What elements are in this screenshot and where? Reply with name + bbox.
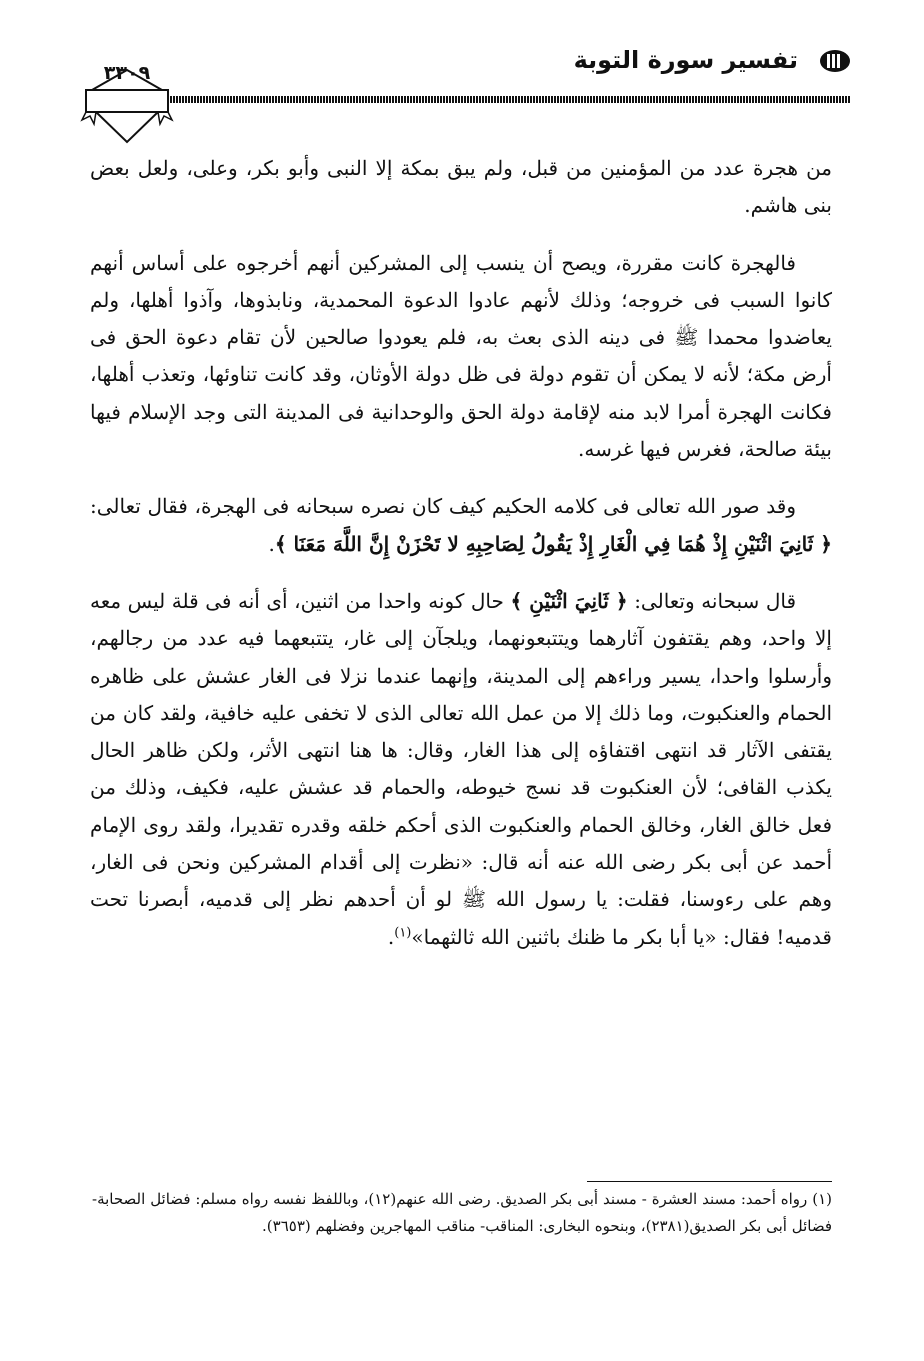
page-header: [80, 40, 850, 150]
paragraph-4-text: حال كونه واحدا من اثنين، أى أنه فى قلة ليس معه إلا واحد، وهم يقتفون آثارهما ويتتبعونهما، ويلجآن إلى غار، يتتبعهما فيه عدد من رجالهم، وأرسلوا واحدا، يسير وراءهم إلى المدينة، وإنهما عندما نزلا فى الغار عشش على ظاهره الحمام والعنكبوت، وما ذلك إلا من عمل الله تعالى الذى لا تخفى عليه خافية، ولقد كان من يقتفى الآثار قد انتهى اقتفاؤه إلى هذا الغار، وقال: ها هنا انتهى الأثر، ولكن ظاهر الحال يكذب القافى؛ لأن العنكبوت قد نسج خيوطه، والحمام قد عشش عليه، فكيف، وذلك من فعل خالق الغار، وخالق الحمام والعنكبوت الذى أحكم خلقه وقدره تقديرا، ولقد روى الإمام أحمد عن أبى بكر رضى الله عنه أنه قال: «نظرت إلى أقدام المشركين ونحن فى الغار، وهم على رءوسنا، فقلت: يا رسول الله ﷺ لو أن أحدهم نظر إلى قدميه، أبصرنا تحت قدميه! فقال: «يا أبا بكر ما ظنك باثنين الله ثالثهما»: [90, 588, 833, 949]
main-text: [90, 150, 832, 976]
paragraph-4: [90, 583, 832, 956]
page-number: ٣٣٠٩: [103, 62, 151, 84]
ornament-icon: [820, 50, 850, 72]
footnote-1: (١) رواه أحمد: مسند العشرة - مسند أبى بكر الصديق. رضى الله عنهم(١٢)، وباللفظ نفسه رواه مسلم: فضائل الصحابة- فضائل أبى بكر الصديق(٢٣٨١)، وبنحوه البخارى: المناقب- مناقب المهاجرين وفضلهم (٣٦٥٣).: [92, 1190, 832, 1235]
quran-verse: ﴿ ثَانِيَ اثْنَيْنِ إِذْ هُمَا فِي الْغَارِ إِذْ يَقُولُ لِصَاحِبِهِ لا تَحْزَنْ إِنَّ اللَّهَ مَعَنَا ﴾: [274, 531, 832, 556]
paragraph-3: [90, 488, 832, 563]
running-title: تفسير سورة التوبة: [573, 46, 798, 74]
paragraph-4-intro: قال سبحانه وتعالى:: [634, 588, 797, 613]
paragraph-3-intro: وقد صور الله تعالى فى كلامه الحكيم كيف كان نصره سبحانه فى الهجرة، فقال تعالى:: [90, 494, 796, 519]
footnote-rule: [587, 1181, 832, 1182]
paragraph-2: فالهجرة كانت مقررة، ويصح أن ينسب إلى المشركين أنهم أخرجوه على أساس أنهم كانوا السبب فى خروجه؛ وذلك لأنهم عادوا الدعوة المحمدية، ونابذوها، وآذوا أهلها، ولم يعاضدوا محمدا ﷺ فى دينه الذى بعث به، فلم يعودوا صالحين لأن تقام دعوة الحق فى أرض مكة؛ لأنه لا يمكن أن تقوم دولة فى ظل دولة الأوثان، وقد كانت تناوئها، وتعذب أهلها، فكانت الهجرة أمرا لابد منه لإقامة دولة الحق والوحدانية فى المدينة التى وجد الإسلام فيها بيئة صالحة، فغرس فيها غرسه.: [90, 250, 832, 462]
quran-verse-short: ﴿ ثَانِيَ اثْنَيْنِ ﴾: [510, 588, 628, 613]
paragraph-4-end: .: [387, 924, 395, 949]
paragraph-1: من هجرة عدد من المؤمنين من قبل، ولم يبق بمكة إلا النبى وأبو بكر، وعلى، ولعل بعض بنى هاشم.: [90, 156, 832, 218]
footnote-marker: (١): [394, 924, 412, 940]
paragraph-3-end: .: [268, 531, 275, 556]
header-rule: [158, 96, 850, 103]
